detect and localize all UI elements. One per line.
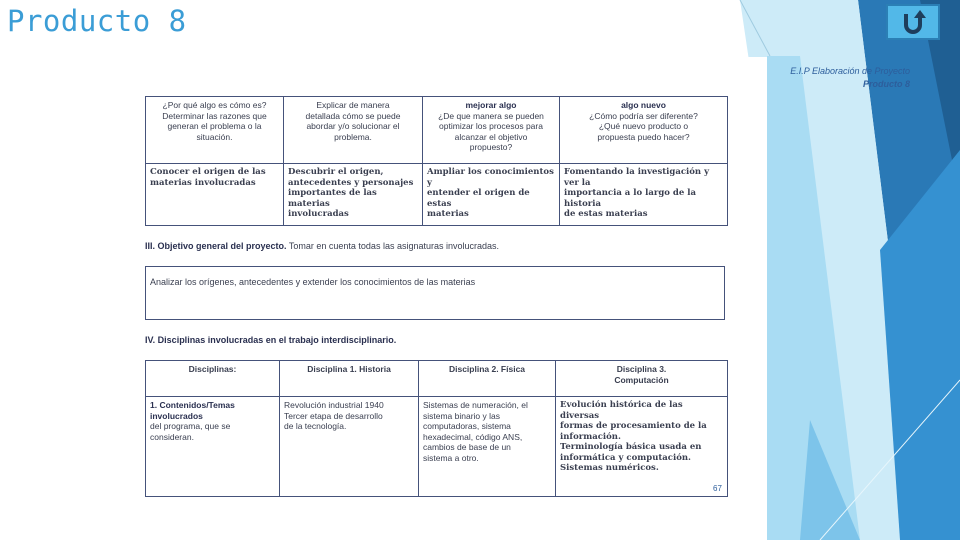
cell-text-line: abordar y/o solucionar el [306, 121, 400, 131]
cell-text-line: de estas materias [564, 209, 648, 219]
cell-text-line: Tercer etapa de desarrollo [284, 410, 383, 421]
section-3-heading: III. Objetivo general del proyecto. [145, 241, 287, 251]
cell-text-line: Descubrir el origen, [288, 167, 384, 177]
disciplines-table [145, 360, 728, 497]
table-cell [284, 97, 423, 164]
return-button[interactable] [886, 4, 940, 40]
table-cell [423, 97, 560, 164]
section-4-heading: IV. Disciplinas involucradas en el trabajo interdisciplinario. [145, 335, 397, 345]
cell-text-line: Ampliar los conocimientos y [427, 167, 554, 188]
objective-box: Analizar los orígenes, antecedentes y extender los conocimientos de las materias [145, 266, 725, 320]
cell-text-line: cambios de base de un [423, 442, 511, 452]
cell-text-line: del programa, que se [150, 421, 231, 431]
document-product-label: Producto 8 [862, 79, 910, 89]
return-arrow-icon [898, 7, 928, 37]
table-cell [146, 97, 284, 164]
cell-text-line: ¿Cómo podría ser diferente? [589, 110, 698, 121]
disciplines-header-row [146, 361, 728, 397]
cell-text-line: Conocer el origen de las [150, 167, 266, 177]
cell-text-line: ¿De que manera se pueden [438, 110, 544, 121]
cell-text-line: importantes de las materias [288, 188, 377, 209]
table-cell [423, 164, 560, 226]
cell-text-line: mejorar algo [465, 100, 517, 110]
document-header: E.I.P Elaboración de Proyecto [790, 66, 910, 76]
table-cell [560, 164, 728, 226]
cell-text-line: materias involucradas [150, 177, 256, 188]
cell-text-line: consideran. [150, 431, 194, 442]
cell-text-line: involucrados [150, 410, 203, 421]
table-cell [556, 397, 728, 497]
cell-text-line: hexadecimal, código ANS, [423, 431, 523, 442]
section-3-text: Tomar en cuenta todas las asignaturas involucradas. [286, 241, 500, 251]
cell-text-line: computadoras, sistema [423, 421, 511, 431]
table-cell [560, 97, 728, 164]
cell-text-line: sistema binario y las [423, 410, 501, 421]
section-4 [145, 335, 396, 345]
cell-text-line: Disciplina 1. Historia [307, 364, 391, 374]
cell-text-line: sistema a otro. [423, 452, 479, 463]
table-cell [556, 361, 728, 397]
cell-text-line: alcanzar el objetivo [454, 131, 528, 142]
cell-text-line: Disciplina 3. [616, 364, 667, 374]
cell-text-line: ¿Qué nuevo producto o [598, 121, 689, 131]
cell-text-line: de la tecnología. [284, 421, 347, 431]
cell-text-line: situación. [196, 131, 233, 142]
cell-text-line: Determinar las razones que [162, 110, 267, 121]
table-cell [280, 397, 419, 497]
cell-text-line: Sistemas de numeración, el [423, 400, 528, 410]
cell-text-line: importancia a lo largo de la historia [564, 188, 696, 209]
cell-text-line: Evolución histórica de las diversas [560, 400, 683, 421]
cell-text-line: Disciplinas: [188, 364, 237, 374]
table-cell [280, 361, 419, 397]
slide-title: Producto 8 [7, 4, 187, 38]
cell-text-line: involucradas [288, 209, 349, 219]
cell-text-line: antecedentes y personajes [288, 177, 414, 188]
cell-text-line: Fomentando la investigación y ver la [564, 167, 710, 188]
cell-text-line: Disciplina 2. Física [448, 364, 526, 374]
page-number: 67 [713, 484, 722, 493]
cell-text-line: Computación [614, 374, 669, 385]
cell-text-line: Explicar de manera [316, 100, 390, 110]
cell-text-line: entender el origen de estas [427, 188, 530, 209]
questions-header-row [146, 97, 728, 164]
answers-row [146, 164, 728, 226]
table-cell [419, 361, 556, 397]
contents-row [146, 397, 728, 497]
cell-text-line: 1. Contenidos/Temas [150, 400, 235, 410]
cell-text-line: propuesta puedo hacer? [597, 131, 690, 142]
cell-text-line: informática y computación. [560, 452, 692, 463]
cell-text-line: ¿Por qué algo es cómo es? [162, 100, 267, 110]
cell-text-line: Terminología básica usada en [560, 442, 702, 452]
questions-table [145, 96, 728, 226]
table-cell [146, 164, 284, 226]
table-cell [419, 397, 556, 497]
cell-text-line: detallada cómo se puede [305, 110, 401, 121]
cell-text-line: Revolución industrial 1940 [284, 400, 384, 410]
table-cell [146, 361, 280, 397]
table-cell [284, 164, 423, 226]
cell-text-line: formas de procesamiento de la [560, 421, 707, 431]
cell-text-line: generan el problema o la [167, 121, 262, 131]
cell-text-line: Sistemas numéricos. [560, 463, 659, 473]
cell-text-line: información. [560, 431, 621, 442]
cell-text-line: problema. [334, 131, 372, 142]
cell-text-line: optimizar los procesos para [439, 121, 543, 131]
cell-text-line: materias [427, 209, 469, 219]
cell-text-line: algo nuevo [621, 100, 666, 110]
table-cell [146, 397, 280, 497]
cell-text-line: propuesto? [469, 142, 513, 152]
section-3 [145, 241, 499, 251]
